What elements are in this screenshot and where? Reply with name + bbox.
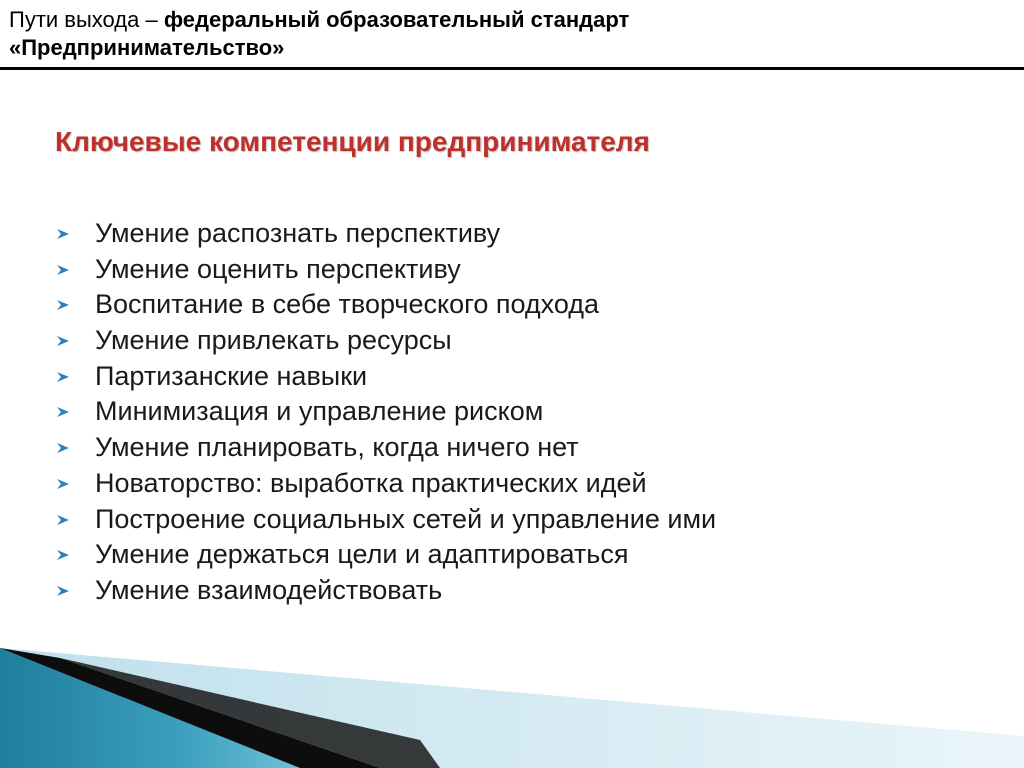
arrow-bullet-icon [56,585,70,597]
bullet-text: Умение оценить перспективу [95,253,461,284]
header-line-2: «Предпринимательство» [9,35,285,60]
bullet-text: Умение держаться цели и адаптироваться [95,539,629,570]
bullet-item [55,287,716,323]
bullet-text: Построение социальных сетей и управление ими [95,503,717,534]
bullet-item [55,537,716,573]
bullet-item [55,359,716,395]
bullet-text: Умение планировать, когда ничего нет [95,432,579,463]
bullet-item [55,252,716,288]
bullet-text: Новаторство: выработка практических идей [95,467,647,498]
bullet-item [55,430,716,466]
bullet-text: Умение привлекать ресурсы [95,325,452,356]
bullet-text: Воспитание в себе творческого подхода [95,289,600,320]
arrow-bullet-icon [56,335,70,347]
bullet-item [55,323,716,359]
bullet-item [55,573,716,609]
bullet-text: Минимизация и управление риском [95,396,544,427]
bullet-item [55,466,716,502]
header-line-1 [9,6,1009,34]
arrow-bullet-icon [56,514,70,526]
bullet-item [55,394,716,430]
header-divider [0,67,1024,70]
arrow-bullet-icon [56,549,70,561]
decorative-wave-graphic [0,640,1024,768]
arrow-bullet-icon [56,299,70,311]
arrow-bullet-icon [56,371,70,383]
arrow-bullet-icon [56,478,70,490]
arrow-bullet-icon [56,228,70,240]
arrow-bullet-icon [56,442,70,454]
slide-heading: Ключевые компетенции предпринимателя [55,126,650,157]
bullet-text: Умение распознать перспективу [95,218,501,248]
bullet-text: Умение взаимодействовать [95,574,443,605]
header-prefix: Пути выхода – [9,7,164,32]
bullet-item [55,216,716,252]
header-bold-text: федеральный образовательный стандарт [163,7,630,32]
slide-header [9,6,1009,62]
arrow-bullet-icon [56,264,70,276]
arrow-bullet-icon [56,406,70,418]
bullet-list [55,216,716,609]
bullet-text: Партизанские навыки [95,360,368,391]
bullet-item [55,502,716,538]
